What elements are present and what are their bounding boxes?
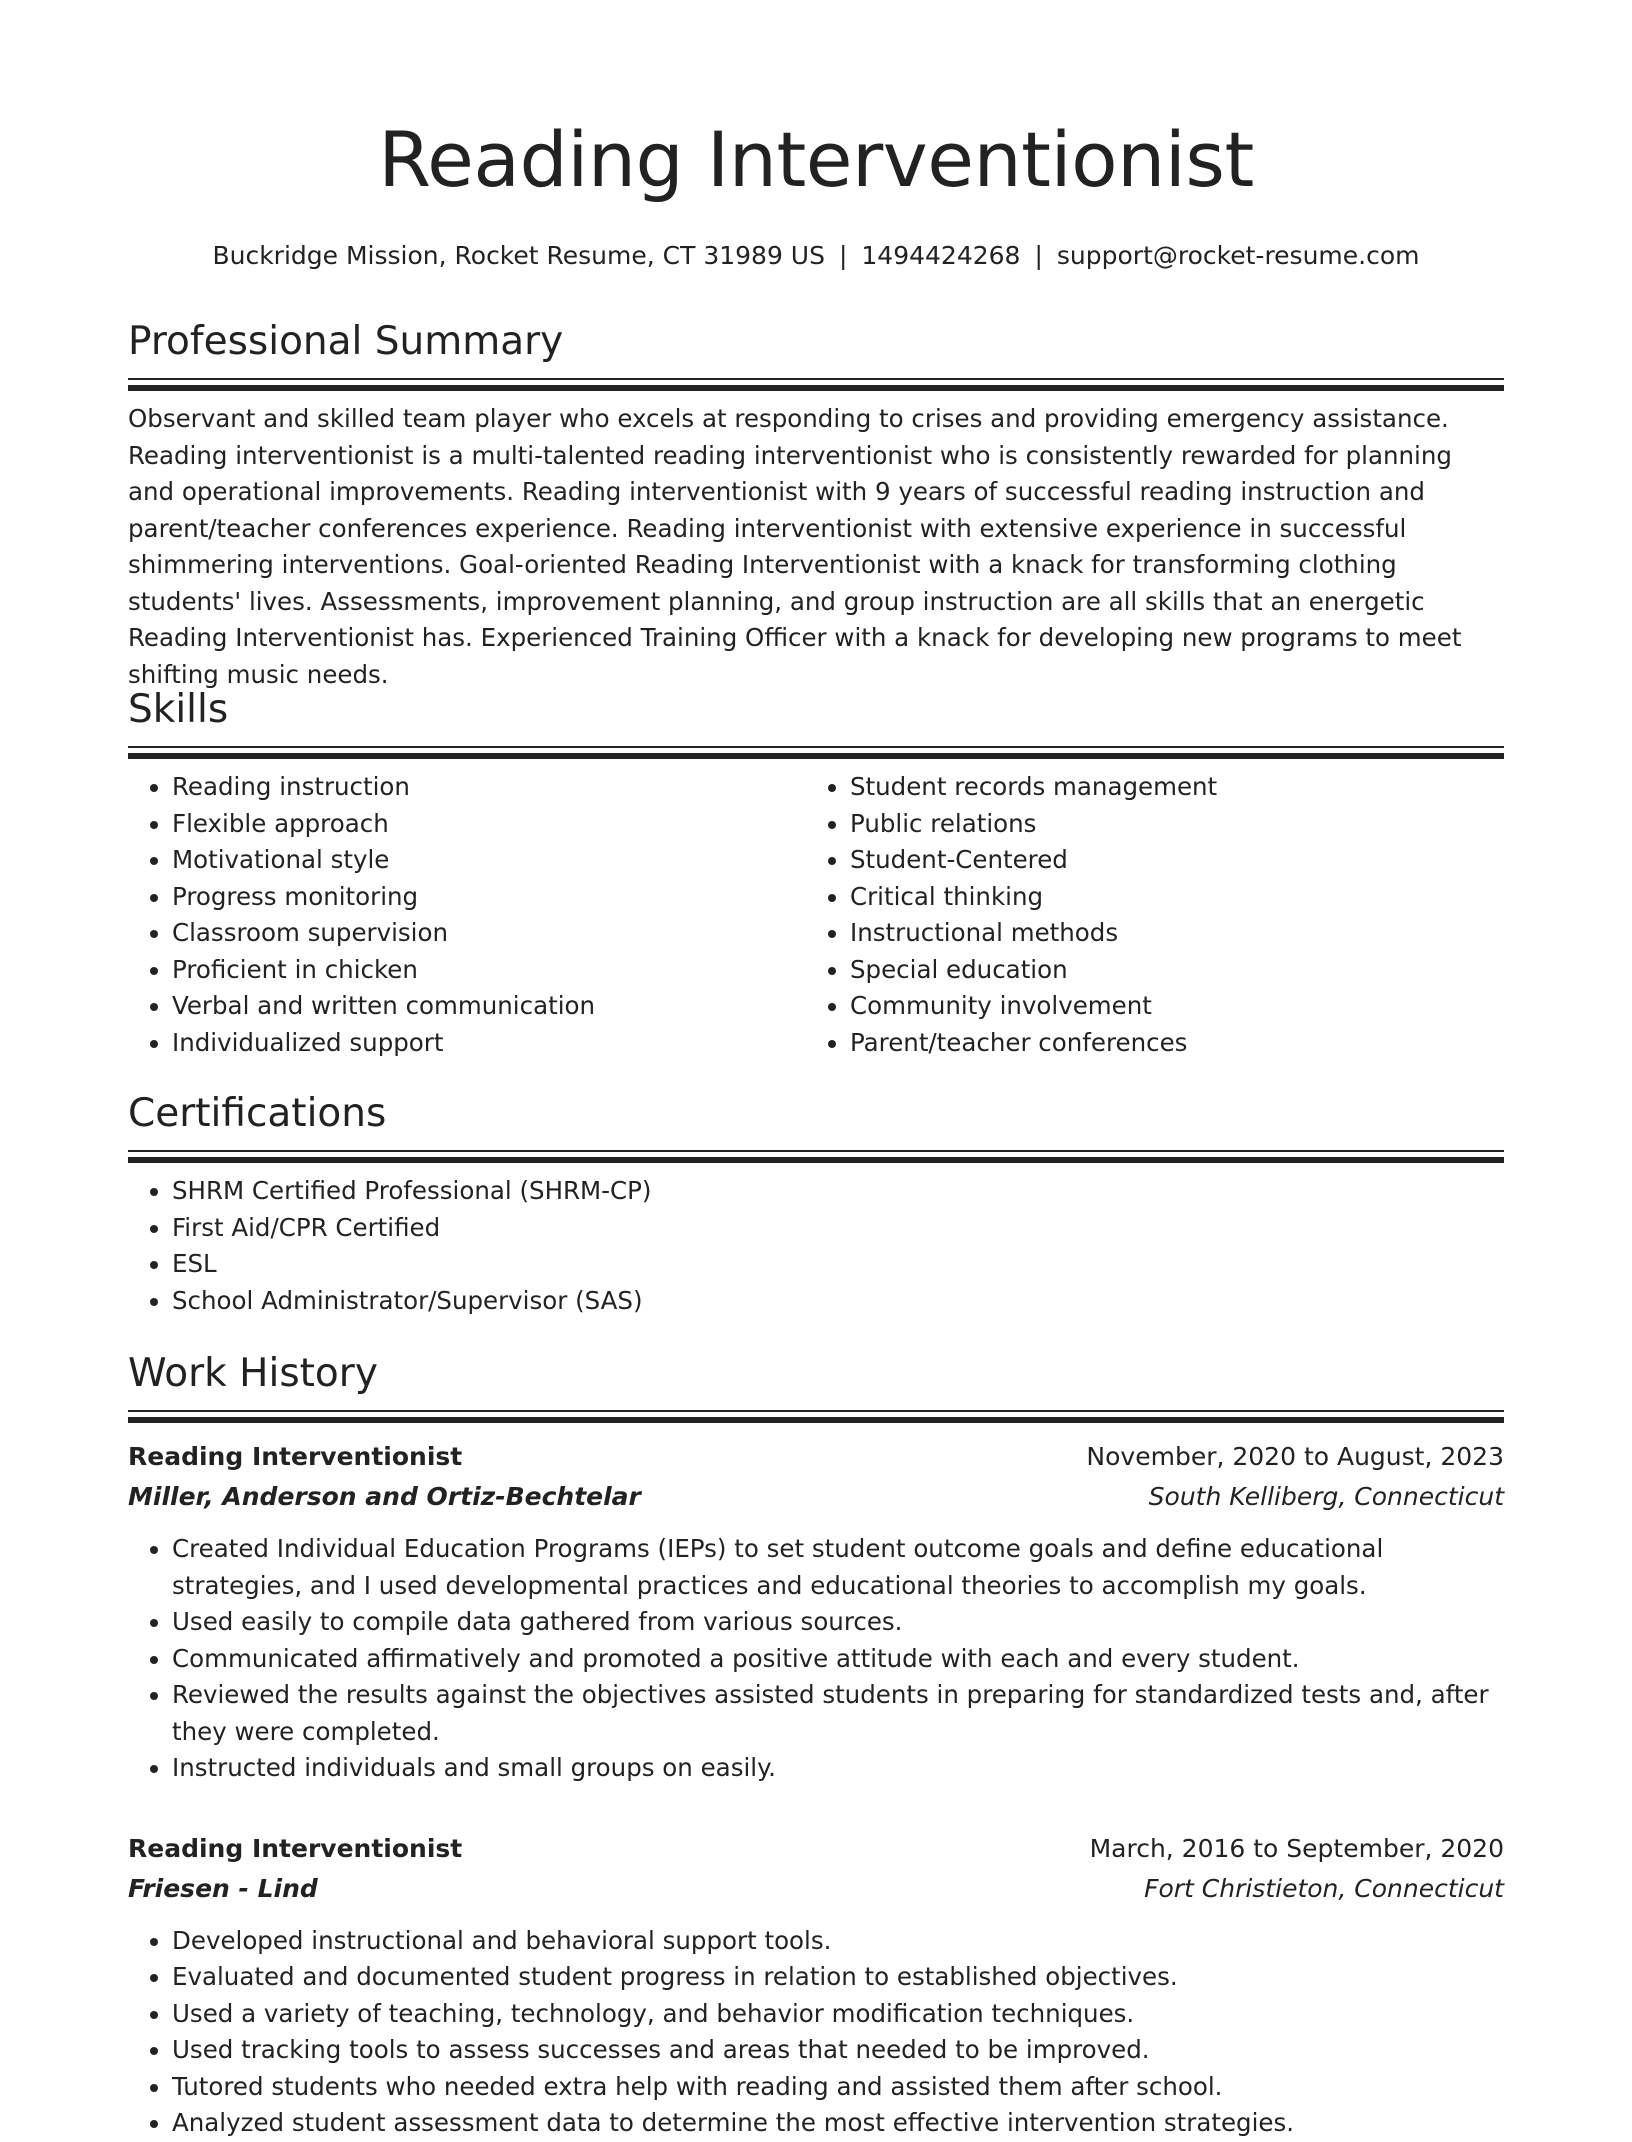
skill-item: • Public relations [850,806,1504,843]
job-header-row [128,1829,1504,1869]
jobs-list [128,1437,1504,2142]
skills-section [128,686,1504,1061]
certifications-section [128,1090,1504,1319]
contact-line [128,240,1504,272]
section-title: Skills [128,687,229,732]
skill-item: • Student-Centered [850,842,1504,879]
certification-item: • First Aid/CPR Certified [172,1210,1504,1247]
skill-item: • Individualized support [172,1025,806,1062]
job-location: South Kelliberg, Connecticut [1148,1482,1504,1511]
job-bullet: • Used easily to compile data gathered from various sources. [172,1604,1504,1641]
skill-item: • Community involvement [850,988,1504,1025]
certification-item: • SHRM Certified Professional (SHRM-CP) [172,1173,1504,1210]
job-bullet: • Used tracking tools to assess successes and areas that needed to be improved. [172,2032,1504,2069]
job-title: Reading Interventionist [128,1833,463,1863]
skill-item: • Parent/teacher conferences [850,1025,1504,1062]
skill-item: • Classroom supervision [172,915,806,952]
contact-phone: 1494424268 [861,241,1021,270]
skill-item: • Flexible approach [172,806,806,843]
job-header-row [128,1437,1504,1477]
contact-separator: | [838,241,848,270]
job-bullets [128,1923,1504,2142]
job-bullet: • Used a variety of teaching, technology, and behavior modification techniques. [172,1996,1504,2033]
skill-item: • Motivational style [172,842,806,879]
section-divider [128,746,1504,759]
certification-item: • ESL [172,1246,1504,1283]
job-dates: November, 2020 to August, 2023 [1086,1442,1504,1471]
job-company: Friesen - Lind [128,1873,318,1903]
skills-list-left [128,769,806,1061]
job-bullet: • Instructed individuals and small groups on easily. [172,1750,1504,1787]
skill-item: • Special education [850,952,1504,989]
work-history-section [128,1350,1504,2142]
section-title: Work History [128,1351,378,1396]
skill-item: • Proficient in chicken [172,952,806,989]
summary-section [128,318,1504,693]
job-bullet: • Evaluated and documented student progress in relation to established objectives. [172,1959,1504,1996]
summary-text: Observant and skilled team player who excels at responding to crises and providing emergency assistance. Reading interventionist is a multi-talented reading interventionist who is consistently rewarded for planning and operational improvements. Reading interventionist with 9 years of successful reading instruction and parent/teacher conferences experience. Reading interventionist with extensive experience in successful shimmering interventions. Goal-oriented Reading Interventionist with a knack for transforming clothing students' lives. Assessments, improvement planning, and group instruction are all skills that an energetic Reading Interventionist has. Experienced Training Officer with a knack for developing new programs to meet shifting music needs. [128,404,1462,689]
skill-item: • Instructional methods [850,915,1504,952]
section-title: Certifications [128,1091,387,1136]
skills-list-right [806,769,1504,1061]
job-subheader-row [128,1869,1504,1909]
contact-address: Buckridge Mission, Rocket Resume, CT 31989 US [212,241,825,270]
job-bullet: • Reviewed the results against the objectives assisted students in preparing for standardized tests and, after they were completed. [172,1677,1504,1750]
job-company: Miller, Anderson and Ortiz-Bechtelar [128,1482,641,1511]
section-divider [128,1410,1504,1423]
skill-item: • Reading instruction [172,769,806,806]
job-location: Fort Christieton, Connecticut [1144,1873,1504,1903]
job-bullet: • Developed instructional and behavioral support tools. [172,1923,1504,1960]
section-title: Professional Summary [128,319,564,364]
job-title: Reading Interventionist [128,1442,463,1471]
job-bullets [128,1531,1504,1787]
certification-item: • School Administrator/Supervisor (SAS) [172,1283,1504,1320]
section-divider [128,1150,1504,1163]
job-subheader-row [128,1477,1504,1517]
skill-item: • Progress monitoring [172,879,806,916]
skill-item: • Verbal and written communication [172,988,806,1025]
job-entry [128,1437,1504,1787]
job-bullet: • Communicated affirmatively and promoted a positive attitude with each and every student. [172,1641,1504,1678]
job-bullet: • Created Individual Education Programs (IEPs) to set student outcome goals and define educational strategies, and I used developmental practices and educational theories to accomplish my goals. [172,1531,1504,1604]
job-entry [128,1829,1504,2142]
job-bullet: • Tutored students who needed extra help with reading and assisted them after school. [172,2069,1504,2106]
contact-separator: | [1034,241,1043,270]
candidate-name: Reading Interventionist [378,115,1254,204]
job-bullet: • Analyzed student assessment data to determine the most effective intervention strategies. [172,2105,1504,2142]
section-divider [128,378,1504,391]
skill-item: • Student records management [850,769,1504,806]
skill-item: • Critical thinking [850,879,1504,916]
contact-email[interactable]: support@rocket-resume.com [1056,241,1420,270]
skills-columns [128,759,1504,1061]
job-dates: March, 2016 to September, 2020 [1089,1833,1504,1863]
certifications-list [128,1173,1504,1319]
